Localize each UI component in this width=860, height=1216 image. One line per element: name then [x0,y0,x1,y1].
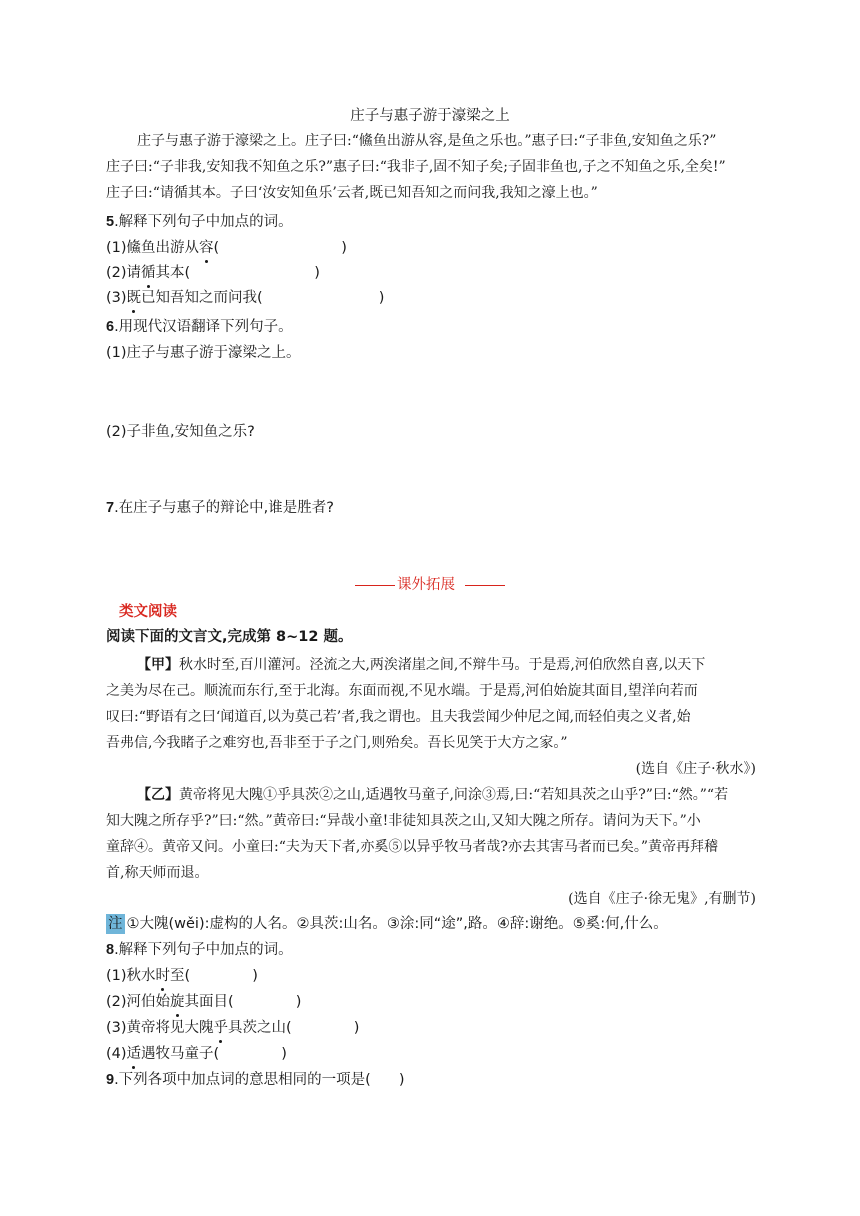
yi-line-1: 【乙】黄帝将见大隗①乎具茨②之山,适遇牧马童子,问涂③焉,曰:“若知具茨之山乎?”曰:“然。”“若 [137,787,729,803]
q5-item-2: (2)请循其本( ) [106,265,320,281]
question-6: 6.用现代汉语翻译下列句子。 [106,319,293,335]
q8-item-4: (4)适遇牧马童子( ) [106,1046,287,1062]
header-rule-right [465,585,505,586]
header-rule-left [355,585,395,586]
yi-source: (选自《庄子·徐无鬼》,有删节) [568,891,756,907]
q5-item-3: (3)既已知吾知之而问我( ) [106,290,385,306]
passage-title: 庄子与惠子游于濠梁之上 [350,108,510,124]
yi-label: 【乙】 [137,787,179,803]
q8-item-3: (3)黄帝将见大隗乎具茨之山( ) [106,1020,360,1036]
yi-line-2: 知大隗之所存乎?”曰:“然。”黄帝曰:“异哉小童!非徒知具茨之山,又知大隗之所存。请问为天下。”小 [106,813,701,829]
q6-item-1: (1)庄子与惠子游于濠梁之上。 [106,345,301,361]
yi-line-4: 首,称天师而退。 [106,865,209,881]
question-5: 5.解释下列句子中加点的词。 [106,214,293,230]
jia-label: 【甲】 [137,657,179,673]
q8-item-1: (1)秋水时至( ) [106,968,258,984]
annotation: 注 ①大隗(wěi):虚构的人名。②具茨:山名。③涂:同“途”,路。④辞:谢绝。⑤奚:何,什么。 [108,916,668,932]
jia-line-2: 之美为尽在己。顺流而东行,至于北海。东面而视,不见水端。于是焉,河伯始旋其面目,望洋向若而 [106,683,698,699]
yi-line-3: 童辞④。黄帝又问。小童曰:“夫为天下者,亦奚⑤以异乎牧马者哉?亦去其害马者而已矣。”黄帝再拜稽 [106,839,718,855]
q6-item-2: (2)子非鱼,安知鱼之乐? [106,424,255,440]
question-7: 7.在庄子与惠子的辩论中,谁是胜者? [106,500,334,516]
jia-line-4: 吾弗信,今我睹子之难穷也,吾非至于子之门,则殆矣。吾长见笑于大方之家。” [106,735,568,751]
section-header: 课外拓展 [355,575,505,595]
jia-source: (选自《庄子·秋水》) [635,761,756,777]
passage-line-3: 庄子曰:“请循其本。子曰‘汝安知鱼乐’云者,既已知吾知之而问我,我知之濠上也。” [106,185,598,201]
jia-line-1: 【甲】秋水时至,百川灌河。泾流之大,两涘渚崖之间,不辩牛马。于是焉,河伯欣然自喜,以天下 [137,657,706,673]
q5-item-1: (1)鯈鱼出游从容( ) [106,240,347,256]
reading-instruction: 阅读下面的文言文,完成第 8~12 题。 [106,629,353,645]
jia-line-3: 叹曰:“野语有之曰‘闻道百,以为莫己若’者,我之谓也。且夫我尝闻少仲尼之闻,而轻伯夷之义者,始 [106,709,691,725]
passage-line-1: 庄子与惠子游于濠梁之上。庄子曰:“鯈鱼出游从容,是鱼之乐也。”惠子曰:“子非鱼,安知鱼之乐?” [137,133,717,149]
question-8: 8.解释下列句子中加点的词。 [106,942,293,958]
subsection-title: 类文阅读 [119,604,177,620]
q8-item-2: (2)河伯始旋其面目( ) [106,994,302,1010]
note-label: 注 [108,916,123,932]
passage-line-2: 庄子曰:“子非我,安知我不知鱼之乐?”惠子曰:“我非子,固不知子矣;子固非鱼也,子之不知鱼之乐,全矣!” [106,159,726,175]
question-9: 9.下列各项中加点词的意思相同的一项是( ) [106,1072,405,1088]
